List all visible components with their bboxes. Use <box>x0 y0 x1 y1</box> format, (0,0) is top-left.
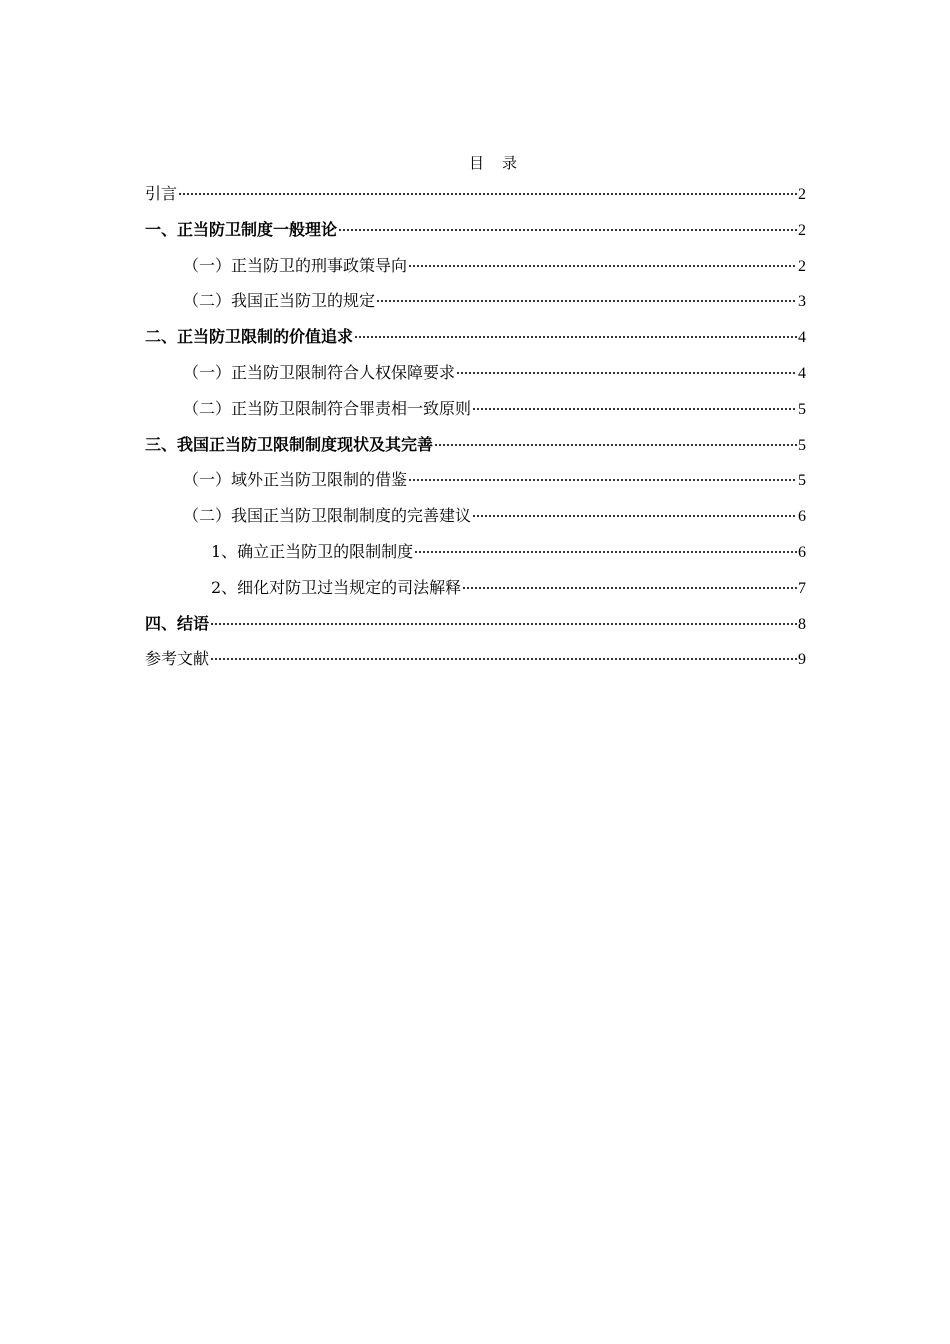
toc-dot-leader <box>408 264 797 268</box>
toc-entry-chapter-4[interactable] <box>145 611 806 647</box>
toc-dot-leader <box>472 407 797 411</box>
toc-title <box>0 152 950 173</box>
toc-entry-subsection-3-2-1[interactable] <box>145 539 806 575</box>
toc-dot-leader <box>472 514 797 518</box>
toc-entry-section-2-2[interactable] <box>145 396 806 432</box>
toc-dot-leader <box>456 371 797 375</box>
toc-entry-text: 一、正当防卫制度一般理论 <box>145 219 338 239</box>
toc-page-number: 5 <box>798 436 806 454</box>
toc-entry-section-2-1[interactable] <box>145 360 806 396</box>
toc-dot-leader <box>338 228 797 232</box>
table-of-contents <box>145 181 806 682</box>
toc-dot-leader <box>462 586 797 590</box>
toc-dot-leader <box>376 299 797 303</box>
toc-entry-text: （一）域外正当防卫限制的借鉴 <box>183 470 408 490</box>
toc-entry-text: 引言 <box>145 184 178 203</box>
toc-entry-subsection-3-2-2[interactable] <box>145 575 806 611</box>
toc-entry-text: 2、细化对防卫过当规定的司法解释 <box>211 577 462 597</box>
toc-entry-text: 1、确立正当防卫的限制制度 <box>211 541 414 561</box>
toc-dot-leader <box>354 335 797 339</box>
toc-entry-section-1-1[interactable] <box>145 253 806 289</box>
toc-dot-leader <box>408 478 797 482</box>
toc-page-number: 3 <box>798 293 806 311</box>
toc-entry-text: 二、正当防卫限制的价值追求 <box>145 327 354 347</box>
toc-entry-text: （二）我国正当防卫限制制度的完善建议 <box>183 506 472 526</box>
toc-page-number: 2 <box>798 221 806 239</box>
toc-page-number: 9 <box>798 651 806 669</box>
toc-page-number: 6 <box>798 543 806 561</box>
toc-page-number: 5 <box>798 472 806 490</box>
toc-dot-leader <box>414 550 797 554</box>
toc-title-first-char: 目 <box>468 154 484 172</box>
toc-entry-text: 四、结语 <box>145 613 210 633</box>
toc-page-number: 4 <box>798 364 806 382</box>
toc-dot-leader <box>178 192 797 196</box>
toc-dot-leader <box>210 622 797 626</box>
toc-entry-section-3-1[interactable] <box>145 467 806 503</box>
toc-entry-text: 参考文献 <box>145 649 210 669</box>
toc-dot-leader <box>210 657 797 661</box>
toc-entry-text: （一）正当防卫的刑事政策导向 <box>183 255 408 275</box>
toc-entry-section-1-2[interactable] <box>145 288 806 324</box>
toc-page-number: 8 <box>798 615 806 633</box>
toc-entry-chapter-1[interactable] <box>145 217 806 253</box>
toc-title-second-char: 录 <box>502 154 518 172</box>
toc-dot-leader <box>434 443 797 447</box>
toc-entry-text: 三、我国正当防卫限制制度现状及其完善 <box>145 434 434 454</box>
toc-entry-references[interactable] <box>145 646 806 682</box>
toc-entry-chapter-3[interactable] <box>145 432 806 468</box>
toc-entry-text: （二）正当防卫限制符合罪责相一致原则 <box>183 398 472 418</box>
toc-page-number: 5 <box>798 400 806 418</box>
toc-entry-section-3-2[interactable] <box>145 503 806 539</box>
toc-entry-text: （一）正当防卫限制符合人权保障要求 <box>183 362 456 382</box>
toc-page-number: 2 <box>798 257 806 275</box>
toc-page-number: 2 <box>798 186 806 203</box>
toc-page-number: 7 <box>798 579 806 597</box>
toc-page-number: 6 <box>798 508 806 526</box>
toc-entry-chapter-2[interactable] <box>145 324 806 360</box>
toc-page-number: 4 <box>798 329 806 347</box>
toc-entry-text: （二）我国正当防卫的规定 <box>183 291 376 311</box>
toc-entry-intro[interactable] <box>145 181 806 217</box>
